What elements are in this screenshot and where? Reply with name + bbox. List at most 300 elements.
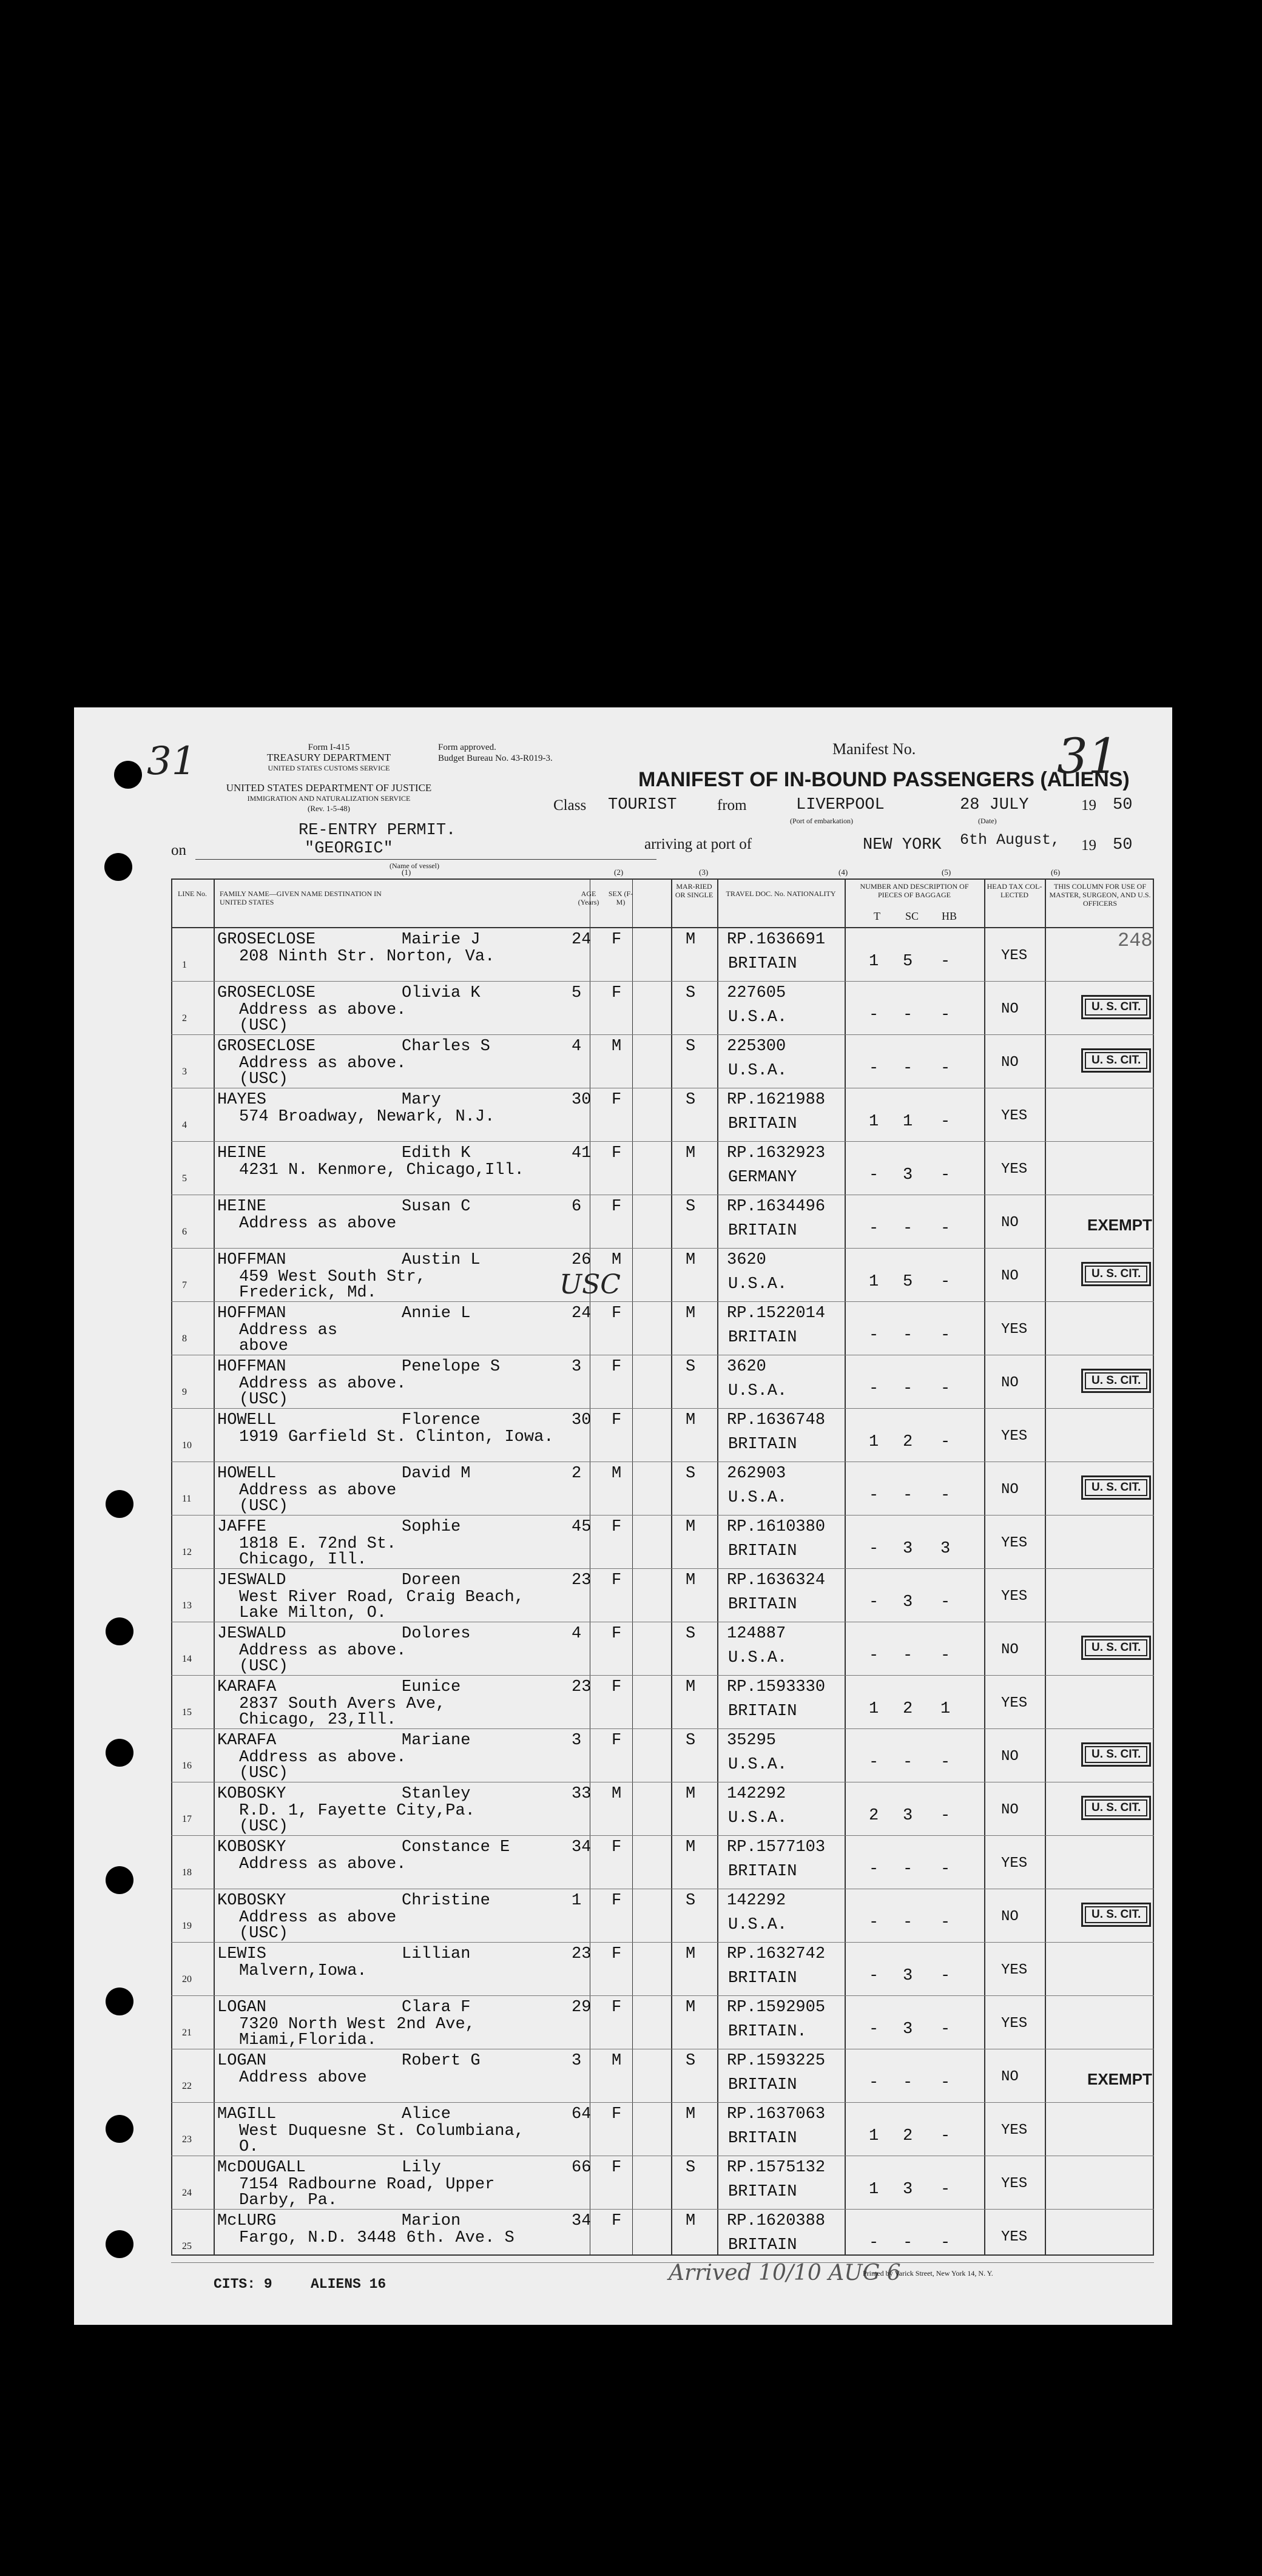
address-line1: 208 Ninth Str. Norton, Va.: [239, 948, 495, 966]
baggage-hb: -: [940, 1166, 951, 1184]
baggage-sc: 5: [903, 953, 913, 971]
baggage-t: -: [869, 1219, 879, 1238]
head-tax: NO: [1001, 1268, 1019, 1284]
baggage-t: 1: [869, 1273, 879, 1291]
manifest-page: [74, 707, 1172, 2325]
travel-doc-no: RP.1575132: [727, 2159, 826, 2177]
marital-status: M: [686, 2212, 696, 2230]
baggage-hb: -: [940, 1913, 951, 1932]
baggage-t: -: [869, 1967, 879, 1985]
baggage-sc: -: [903, 1006, 913, 1024]
head-tax: YES: [1001, 2122, 1028, 2139]
col-header-married: MAR-RIED OR SINGLE: [675, 882, 714, 899]
baggage-hb: -: [940, 2234, 951, 2252]
col-header-bag-t: T: [874, 910, 880, 922]
baggage-sc: -: [903, 1753, 913, 1772]
col-header-officers: THIS COLUMN FOR USE OF MASTER, SURGEON, AND U.S. OFFICERS: [1049, 882, 1151, 908]
line-number: 3: [182, 1067, 187, 1077]
family-name: LOGAN: [217, 1998, 267, 2017]
us-cit-stamp: U. S. CIT.: [1081, 1742, 1151, 1767]
line-number: 16: [182, 1761, 192, 1771]
nationality: BRITAIN: [728, 1435, 797, 1454]
address-line1: Address as above.: [239, 1001, 407, 1019]
address-line2: Lake Milton, O.: [239, 1604, 387, 1622]
given-name: Florence: [402, 1411, 481, 1429]
line-number: 9: [182, 1387, 187, 1397]
col-header-name: FAMILY NAME—GIVEN NAME DESTINATION IN UNITED STATES: [220, 889, 382, 906]
age: 3: [572, 2052, 582, 2070]
line-number: 6: [182, 1227, 187, 1237]
marital-status: S: [686, 1037, 696, 1056]
baggage-sc: -: [903, 1860, 913, 1878]
col-num-1: (1): [402, 868, 411, 877]
baggage-hb: -: [940, 1059, 951, 1077]
year2-value: 50: [1113, 836, 1133, 854]
exempt-stamp: EXEMPT: [1087, 2070, 1152, 2088]
table-row: [171, 1516, 1154, 1569]
age: 41: [572, 1144, 592, 1162]
baggage-sc: -: [903, 1647, 913, 1665]
nationality: BRITAIN: [728, 1115, 797, 1133]
table-row: [171, 1462, 1154, 1516]
baggage-t: -: [869, 2074, 879, 2092]
head-tax: YES: [1001, 1588, 1028, 1605]
exempt-stamp: EXEMPT: [1087, 1216, 1152, 1234]
sex: F: [612, 1678, 622, 1696]
col-header-travel: TRAVEL DOC. No. NATIONALITY: [726, 889, 836, 898]
line-number: 13: [182, 1600, 192, 1611]
address-line1: R.D. 1, Fayette City,Pa.: [239, 1802, 475, 1820]
sex: F: [612, 1892, 622, 1910]
table-row: [171, 2103, 1154, 2156]
family-name: KARAFA: [217, 1731, 277, 1750]
baggage-hb: -: [940, 2074, 951, 2092]
baggage-sc: 2: [903, 2127, 913, 2145]
sex: F: [612, 2105, 622, 2123]
address-line1: 1919 Garfield St. Clinton, Iowa.: [239, 1428, 554, 1446]
address-line2: (USC): [239, 1070, 289, 1088]
address-line1: West River Road, Craig Beach,: [239, 1588, 524, 1607]
arrival-port: NEW YORK: [863, 836, 942, 854]
address-line1: 4231 N. Kenmore, Chicago,Ill.: [239, 1161, 524, 1179]
travel-doc-no: RP.1593225: [727, 2052, 826, 2070]
vessel-underline: [195, 859, 656, 860]
head-tax: YES: [1001, 1321, 1028, 1338]
us-cit-stamp: U. S. CIT.: [1081, 995, 1151, 1019]
address-line1: 574 Broadway, Newark, N.J.: [239, 1108, 495, 1126]
table-row: [171, 1569, 1154, 1622]
age: 1: [572, 1892, 582, 1910]
travel-doc-no: 3620: [727, 1251, 766, 1269]
baggage-t: -: [869, 2234, 879, 2252]
baggage-hb: -: [940, 1593, 951, 1611]
us-cit-stamp: U. S. CIT.: [1081, 1903, 1151, 1927]
table-row: [171, 2210, 1154, 2263]
from-value: LIVERPOOL: [796, 796, 885, 814]
line-number: 12: [182, 1547, 192, 1557]
table-row: [171, 928, 1154, 982]
travel-doc-no: 35295: [727, 1731, 777, 1750]
head-tax: NO: [1001, 1748, 1019, 1765]
family-name: GROSECLOSE: [217, 931, 316, 949]
address-line2: (USC): [239, 1657, 289, 1676]
vessel-line2: "GEORGIC": [305, 840, 393, 858]
table-row: [171, 1836, 1154, 1889]
given-name: Mariane: [402, 1731, 471, 1750]
on-label: on: [171, 842, 186, 858]
age: 2: [572, 1465, 582, 1483]
family-name: LEWIS: [217, 1945, 267, 1963]
baggage-t: -: [869, 1326, 879, 1344]
marital-status: M: [686, 1678, 696, 1696]
officer-note: 248: [1118, 929, 1153, 952]
family-name: McDOUGALL: [217, 2159, 306, 2177]
age: 3: [572, 1358, 582, 1376]
line-number: 7: [182, 1280, 187, 1290]
table-row: [171, 1302, 1154, 1355]
line-number: 15: [182, 1707, 192, 1718]
form-revision: (Rev. 1-5-48): [308, 804, 350, 813]
address-line2: Frederick, Md.: [239, 1284, 377, 1302]
age: 3: [572, 1731, 582, 1750]
nationality: U.S.A.: [728, 1008, 788, 1027]
age: 34: [572, 1838, 592, 1856]
family-name: HEINE: [217, 1144, 267, 1162]
sex: F: [612, 1411, 622, 1429]
baggage-t: 1: [869, 1700, 879, 1718]
age: 5: [572, 984, 582, 1002]
baggage-t: 1: [869, 953, 879, 971]
nationality: BRITAIN: [728, 1702, 797, 1721]
marital-status: M: [686, 1945, 696, 1963]
family-name: HOWELL: [217, 1411, 277, 1429]
address-line2: (USC): [239, 1764, 289, 1782]
age: 34: [572, 2212, 592, 2230]
year2-prefix: 19: [1081, 837, 1096, 854]
baggage-sc: 2: [903, 1700, 913, 1718]
sex: F: [612, 1518, 622, 1536]
travel-doc-no: RP.1634496: [727, 1198, 826, 1216]
address-line2: (USC): [239, 1391, 289, 1409]
sex: F: [612, 931, 622, 949]
given-name: Edith K: [402, 1144, 471, 1162]
travel-doc-no: RP.1637063: [727, 2105, 826, 2123]
us-cit-stamp: U. S. CIT.: [1081, 1636, 1151, 1660]
table-row: [171, 2049, 1154, 2103]
nationality: BRITAIN: [728, 1329, 797, 1347]
travel-doc-no: RP.1636691: [727, 931, 826, 949]
baggage-t: -: [869, 1913, 879, 1932]
col-header-baggage: NUMBER AND DESCRIPTION OF PIECES OF BAGGAGE: [860, 882, 969, 899]
sex: F: [612, 1571, 622, 1590]
binder-hole: [106, 1988, 133, 2015]
address-line2: Darby, Pa.: [239, 2191, 338, 2210]
col-header-head-tax: HEAD TAX COL-LECTED: [987, 882, 1042, 899]
binder-hole: [104, 853, 132, 881]
head-tax: YES: [1001, 1428, 1028, 1445]
passenger-table: [171, 878, 1154, 2256]
family-name: KOBOSKY: [217, 1892, 286, 1910]
manifest-no-label: Manifest No.: [832, 740, 916, 758]
nationality: BRITAIN.: [728, 2023, 807, 2041]
given-name: Clara F: [402, 1998, 471, 2017]
marital-status: M: [686, 1411, 696, 1429]
date-value: 28 JULY: [960, 796, 1029, 814]
given-name: Annie L: [402, 1304, 471, 1323]
head-tax: YES: [1001, 2229, 1028, 2245]
given-name: Marion: [402, 2212, 461, 2230]
given-name: Austin L: [402, 1251, 481, 1269]
binder-hole: [106, 1490, 133, 1518]
col-num-5: (5): [942, 868, 951, 877]
nationality: U.S.A.: [728, 1382, 788, 1400]
line-number: 22: [182, 2081, 192, 2091]
nationality: U.S.A.: [728, 1809, 788, 1827]
family-name: LOGAN: [217, 2052, 267, 2070]
vessel-line1: RE-ENTRY PERMIT.: [299, 821, 456, 840]
baggage-hb: -: [940, 2020, 951, 2038]
address-line2: (USC): [239, 1017, 289, 1035]
marital-status: S: [686, 1625, 696, 1643]
marital-status: S: [686, 2052, 696, 2070]
baggage-sc: 3: [903, 1166, 913, 1184]
baggage-sc: 5: [903, 1273, 913, 1291]
nationality: BRITAIN: [728, 1222, 797, 1240]
form-number: Form I-415: [308, 743, 350, 752]
travel-doc-no: RP.1632742: [727, 1945, 826, 1963]
marital-status: M: [686, 931, 696, 949]
marital-status: S: [686, 984, 696, 1002]
line-number: 20: [182, 1974, 192, 1984]
line-number: 24: [182, 2188, 192, 2198]
table-row: [171, 1729, 1154, 1782]
margin-initials: USC: [559, 1269, 621, 1300]
travel-doc-no: RP.1636748: [727, 1411, 826, 1429]
age: 64: [572, 2105, 592, 2123]
sex: F: [612, 1304, 622, 1323]
baggage-t: -: [869, 2020, 879, 2038]
baggage-hb: -: [940, 1380, 951, 1398]
travel-doc-no: RP.1593330: [727, 1678, 826, 1696]
binder-hole: [106, 1866, 133, 1894]
line-number: 1: [182, 960, 187, 970]
baggage-t: -: [869, 1006, 879, 1024]
baggage-hb: -: [940, 1113, 951, 1131]
line-number: 19: [182, 1921, 192, 1931]
baggage-t: -: [869, 1593, 879, 1611]
sex: F: [612, 2159, 622, 2177]
head-tax: NO: [1001, 1375, 1019, 1391]
marital-status: S: [686, 1198, 696, 1216]
given-name: Eunice: [402, 1678, 461, 1696]
baggage-t: -: [869, 1059, 879, 1077]
justice-dept: UNITED STATES DEPARTMENT OF JUSTICE: [226, 782, 432, 794]
us-cit-stamp: U. S. CIT.: [1081, 1475, 1151, 1500]
travel-doc-no: 225300: [727, 1037, 786, 1056]
age: 30: [572, 1411, 592, 1429]
line-number: 18: [182, 1867, 192, 1878]
family-name: HAYES: [217, 1091, 267, 1109]
travel-doc-no: 3620: [727, 1358, 766, 1376]
nationality: BRITAIN: [728, 1863, 797, 1881]
table-row: [171, 1035, 1154, 1088]
baggage-t: 1: [869, 1433, 879, 1451]
table-row: [171, 1195, 1154, 1249]
sex: F: [612, 1358, 622, 1376]
baggage-hb: -: [940, 1860, 951, 1878]
head-tax: NO: [1001, 1802, 1019, 1818]
sex: F: [612, 1838, 622, 1856]
age: 45: [572, 1518, 592, 1536]
baggage-sc: -: [903, 1326, 913, 1344]
family-name: KOBOSKY: [217, 1785, 286, 1803]
sex: F: [612, 984, 622, 1002]
given-name: Olivia K: [402, 984, 481, 1002]
manifest-title: MANIFEST OF IN-BOUND PASSENGERS (ALIENS): [638, 768, 1130, 791]
sex: M: [612, 2052, 622, 2070]
line-number: 21: [182, 2028, 192, 2038]
table-row: [171, 1249, 1154, 1302]
line-number: 4: [182, 1120, 187, 1130]
marital-status: S: [686, 1731, 696, 1750]
nationality: BRITAIN: [728, 2129, 797, 2148]
col-header-bag-sc: SC: [905, 910, 919, 922]
baggage-sc: -: [903, 1380, 913, 1398]
age: 23: [572, 1678, 592, 1696]
baggage-hb: -: [940, 953, 951, 971]
age: 29: [572, 1998, 592, 2017]
baggage-t: -: [869, 1166, 879, 1184]
given-name: Mary: [402, 1091, 441, 1109]
baggage-t: -: [869, 1860, 879, 1878]
family-name: HOFFMAN: [217, 1304, 286, 1323]
baggage-sc: -: [903, 1486, 913, 1505]
baggage-hb: -: [940, 1006, 951, 1024]
marital-status: S: [686, 1892, 696, 1910]
sex: F: [612, 1625, 622, 1643]
nationality: BRITAIN: [728, 1969, 797, 1988]
travel-doc-no: RP.1522014: [727, 1304, 826, 1323]
baggage-t: 2: [869, 1807, 879, 1825]
address-line1: Address as above.: [239, 1054, 407, 1073]
binder-hole: [106, 2230, 133, 2258]
family-name: GROSECLOSE: [217, 1037, 316, 1056]
address-line1: Address as above.: [239, 1642, 407, 1660]
arriving-label: arriving at port of: [644, 836, 752, 852]
baggage-t: -: [869, 1753, 879, 1772]
head-tax: YES: [1001, 1161, 1028, 1178]
footer-handwritten: Arrived 10/10 AUG 6: [669, 2261, 901, 2285]
baggage-hb: 1: [940, 1700, 951, 1718]
given-name: Stanley: [402, 1785, 471, 1803]
age: 24: [572, 931, 592, 949]
line-number: 10: [182, 1440, 192, 1451]
line-number: 14: [182, 1654, 192, 1664]
age: 26: [572, 1251, 592, 1269]
age: 23: [572, 1945, 592, 1963]
address-line1: Address as above.: [239, 1748, 407, 1767]
line-number: 25: [182, 2241, 192, 2251]
line-number: 2: [182, 1013, 187, 1023]
nationality: U.S.A.: [728, 1756, 788, 1774]
travel-doc-no: RP.1610380: [727, 1518, 826, 1536]
address-line1: 1818 E. 72nd St.: [239, 1535, 397, 1553]
sex: M: [612, 1465, 622, 1483]
nationality: U.S.A.: [728, 1275, 788, 1293]
nationality: BRITAIN: [728, 955, 797, 973]
baggage-sc: -: [903, 1913, 913, 1932]
baggage-t: 1: [869, 1113, 879, 1131]
binder-hole: [106, 1617, 133, 1645]
travel-doc-no: RP.1636324: [727, 1571, 826, 1590]
address-line1: Address as above.: [239, 1375, 407, 1393]
baggage-t: 1: [869, 2180, 879, 2199]
sex: M: [612, 1037, 622, 1056]
sex: F: [612, 1091, 622, 1109]
table-row: [171, 1943, 1154, 1996]
sex: F: [612, 2212, 622, 2230]
baggage-hb: -: [940, 1486, 951, 1505]
nationality: U.S.A.: [728, 1916, 788, 1934]
given-name: Robert G: [402, 2052, 481, 2070]
baggage-sc: 3: [903, 2020, 913, 2038]
sex: M: [612, 1251, 622, 1269]
baggage-t: -: [869, 1486, 879, 1505]
head-tax: YES: [1001, 1695, 1028, 1711]
address-line1: West Duquesne St. Columbiana,: [239, 2122, 524, 2140]
baggage-hb: -: [940, 1433, 951, 1451]
col-header-bag-hb: HB: [942, 910, 957, 922]
sex: F: [612, 1731, 622, 1750]
family-name: MAGILL: [217, 2105, 277, 2123]
travel-doc-no: RP.1621988: [727, 1091, 826, 1109]
family-name: JAFFE: [217, 1518, 267, 1536]
given-name: Alice: [402, 2105, 451, 2123]
head-tax: NO: [1001, 2069, 1019, 2085]
baggage-t: -: [869, 1380, 879, 1398]
marital-status: S: [686, 2159, 696, 2177]
line-number: 17: [182, 1814, 192, 1824]
nationality: BRITAIN: [728, 2183, 797, 2201]
given-name: Christine: [402, 1892, 490, 1910]
baggage-sc: 3: [903, 2180, 913, 2199]
marital-status: M: [686, 2105, 696, 2123]
sex: F: [612, 1198, 622, 1216]
given-name: Sophie: [402, 1518, 461, 1536]
address-line1: Address as above: [239, 1215, 397, 1233]
baggage-sc: -: [903, 2234, 913, 2252]
binder-hole: [114, 761, 142, 789]
table-row: [171, 1782, 1154, 1836]
vessel-note: (Name of vessel): [390, 861, 439, 870]
from-label: from: [717, 797, 747, 814]
baggage-hb: -: [940, 1647, 951, 1665]
given-name: Doreen: [402, 1571, 461, 1590]
head-tax: YES: [1001, 2015, 1028, 2032]
address-line1: Address as above: [239, 1909, 397, 1927]
family-name: McLURG: [217, 2212, 277, 2230]
us-cit-stamp: U. S. CIT.: [1081, 1369, 1151, 1393]
baggage-t: 1: [869, 2127, 879, 2145]
marital-status: M: [686, 1998, 696, 2017]
marital-status: M: [686, 1304, 696, 1323]
address-line1: 7154 Radbourne Road, Upper: [239, 2176, 495, 2194]
manifest-no-handwritten: 31: [1057, 728, 1119, 784]
address-line2: Miami,Florida.: [239, 2031, 377, 2049]
footer-aliens: ALIENS 16: [311, 2276, 386, 2292]
marital-status: M: [686, 1838, 696, 1856]
address-line2: Chicago, Ill.: [239, 1551, 367, 1569]
